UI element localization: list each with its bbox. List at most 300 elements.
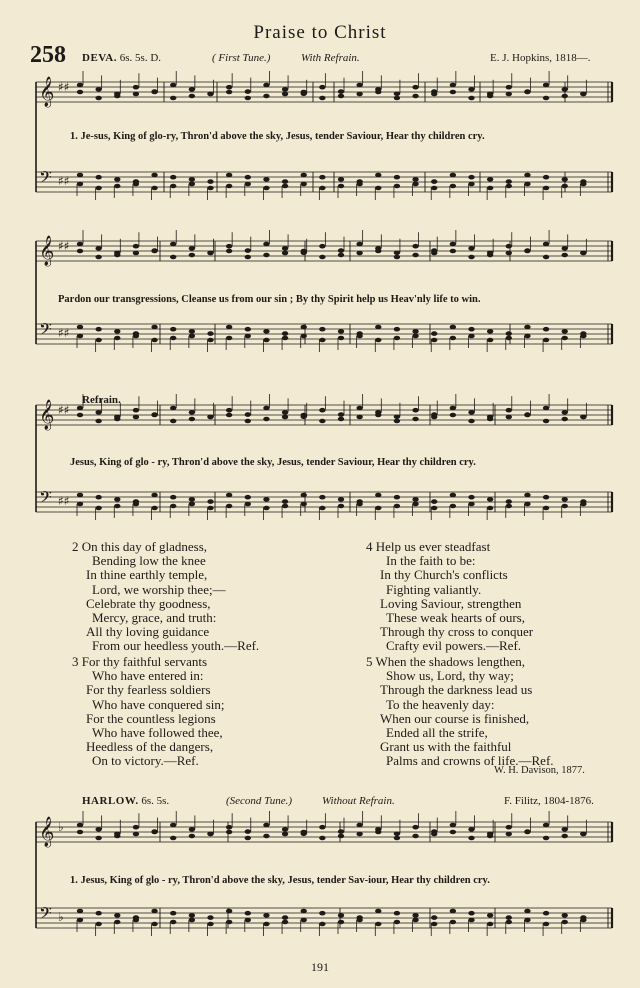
note-head	[226, 830, 232, 835]
note-head	[375, 338, 381, 343]
note-head	[562, 913, 568, 918]
note-head	[151, 249, 157, 254]
note-head	[245, 334, 251, 339]
key-signature: ♭	[58, 910, 64, 924]
note-head	[301, 325, 307, 330]
note-head	[506, 331, 512, 336]
note-head	[468, 918, 474, 923]
note-head	[207, 251, 213, 256]
note-head	[170, 836, 176, 841]
note-head	[95, 922, 101, 927]
note-head	[375, 506, 381, 511]
note-head	[301, 90, 307, 95]
note-head	[450, 184, 456, 189]
verse-line: For the countless legions	[86, 710, 216, 726]
note-head	[77, 325, 83, 330]
note-head	[95, 911, 101, 916]
note-head	[95, 506, 101, 511]
note-head	[319, 495, 325, 500]
note-head	[506, 915, 512, 920]
note-head	[189, 410, 195, 415]
note-head	[375, 325, 381, 330]
note-head	[356, 832, 362, 837]
note-head	[412, 918, 418, 923]
note-head	[301, 249, 307, 254]
note-head	[319, 327, 325, 332]
note-head	[245, 502, 251, 507]
note-head	[95, 410, 101, 415]
note-head	[282, 832, 288, 837]
note-head	[245, 327, 251, 332]
note-head	[506, 244, 512, 249]
note-head	[207, 915, 213, 920]
note-head	[338, 497, 344, 502]
note-head	[412, 182, 418, 187]
note-head	[468, 495, 474, 500]
note-head	[301, 830, 307, 835]
note-head	[580, 182, 586, 187]
note-head	[580, 415, 586, 420]
note-head	[450, 413, 456, 418]
note-head	[431, 915, 437, 920]
note-head	[133, 334, 139, 339]
note-head	[562, 827, 568, 832]
note-head	[170, 175, 176, 180]
note-head	[524, 413, 530, 418]
note-head	[282, 92, 288, 97]
note-head	[189, 182, 195, 187]
note-head	[189, 497, 195, 502]
note-head	[468, 255, 474, 260]
verse-line: These weak hearts of ours,	[386, 610, 525, 626]
note-head	[170, 184, 176, 189]
note-head	[77, 493, 83, 498]
note-head	[282, 184, 288, 189]
note-head	[506, 504, 512, 509]
note-head	[562, 87, 568, 92]
note-head	[450, 909, 456, 914]
verse-line: Fighting valiantly.	[386, 581, 482, 597]
note-head	[226, 504, 232, 509]
note-head	[226, 90, 232, 95]
note-head	[412, 329, 418, 334]
bass-clef: 𝄢	[39, 487, 52, 511]
note-head	[77, 823, 83, 828]
note-head	[412, 825, 418, 830]
note-head	[338, 834, 344, 839]
note-head	[319, 836, 325, 841]
note-head	[394, 415, 400, 420]
note-head	[412, 913, 418, 918]
note-head	[207, 92, 213, 97]
note-head	[562, 94, 568, 99]
note-head	[431, 92, 437, 97]
note-head	[431, 186, 437, 191]
note-head	[487, 922, 493, 927]
note-head	[170, 242, 176, 247]
note-head	[487, 913, 493, 918]
note-head	[226, 408, 232, 413]
note-head	[207, 179, 213, 184]
note-head	[375, 830, 381, 835]
note-head	[226, 173, 232, 178]
note-head	[133, 415, 139, 420]
verse-line: Who have entered in:	[92, 668, 204, 684]
note-head	[338, 913, 344, 918]
treble-clef: 𝄞	[39, 236, 55, 266]
note-head	[282, 251, 288, 256]
note-head	[543, 186, 549, 191]
note-head	[245, 255, 251, 260]
note-head	[431, 506, 437, 511]
note-head	[319, 419, 325, 424]
verse-line: Lord, we worship thee;—	[92, 581, 226, 597]
note-head	[338, 94, 344, 99]
note-head	[543, 242, 549, 247]
note-head	[506, 251, 512, 256]
verse-3	[72, 655, 224, 769]
verse-line: Palms and crowns of life.—Ref.	[386, 753, 554, 769]
note-head	[207, 338, 213, 343]
note-head	[77, 90, 83, 95]
note-head	[282, 179, 288, 184]
note-head	[282, 336, 288, 341]
note-head	[431, 832, 437, 837]
note-head	[506, 832, 512, 837]
note-head	[245, 175, 251, 180]
verse-5	[366, 655, 554, 769]
note-head	[133, 918, 139, 923]
note-head	[450, 830, 456, 835]
note-head	[356, 334, 362, 339]
note-head	[282, 410, 288, 415]
note-head	[226, 249, 232, 254]
note-head	[77, 249, 83, 254]
note-head	[301, 918, 307, 923]
note-head	[412, 94, 418, 99]
note-head	[506, 415, 512, 420]
note-head	[77, 830, 83, 835]
key-signature: ♯♯	[58, 494, 70, 508]
note-head	[450, 249, 456, 254]
note-head	[301, 334, 307, 339]
note-head	[114, 94, 120, 99]
note-head	[450, 90, 456, 95]
verse-line: For thy fearless soldiers	[86, 682, 211, 698]
note-head	[151, 186, 157, 191]
verse-line: To the heavenly day:	[386, 696, 495, 712]
note-head	[319, 175, 325, 180]
note-head	[487, 338, 493, 343]
verse-line: In thine earthly temple,	[86, 567, 208, 583]
note-head	[245, 911, 251, 916]
note-head	[77, 406, 83, 411]
note-head	[450, 493, 456, 498]
note-head	[394, 92, 400, 97]
note-head	[450, 325, 456, 330]
note-head	[114, 504, 120, 509]
note-head	[263, 186, 269, 191]
note-head	[151, 338, 157, 343]
note-head	[524, 334, 530, 339]
note-head	[375, 413, 381, 418]
note-head	[77, 413, 83, 418]
note-head	[263, 83, 269, 88]
note-head	[468, 836, 474, 841]
note-head	[151, 922, 157, 927]
note-head	[170, 255, 176, 260]
note-head	[506, 85, 512, 90]
page-number: 191	[311, 960, 329, 974]
note-head	[412, 85, 418, 90]
note-head	[562, 920, 568, 925]
note-head	[562, 417, 568, 422]
note-head	[506, 336, 512, 341]
note-head	[170, 495, 176, 500]
note-head	[170, 920, 176, 925]
note-head	[133, 251, 139, 256]
note-head	[524, 493, 530, 498]
note-head	[207, 331, 213, 336]
note-head	[133, 825, 139, 830]
note-head	[543, 327, 549, 332]
note-head	[151, 493, 157, 498]
note-head	[338, 920, 344, 925]
note-head	[282, 915, 288, 920]
note-head	[543, 255, 549, 260]
note-head	[245, 836, 251, 841]
note-head	[356, 415, 362, 420]
verse-line: Through the darkness lead us	[380, 682, 533, 698]
lyrics-system-2: Pardon our transgressions, Cleanse us from our sin ; By thy Spirit help us Heav'nly life to win.	[58, 294, 481, 305]
note-head	[114, 834, 120, 839]
note-head	[170, 96, 176, 101]
note-head	[226, 184, 232, 189]
hymn-author: W. H. Davison, 1877.	[494, 765, 585, 776]
note-head	[207, 832, 213, 837]
note-head	[412, 253, 418, 258]
note-head	[543, 495, 549, 500]
note-head	[319, 506, 325, 511]
note-head	[356, 406, 362, 411]
note-head	[151, 506, 157, 511]
note-head	[245, 918, 251, 923]
note-head	[394, 504, 400, 509]
verse-line: 2 On this day of gladness,	[72, 539, 208, 554]
note-head	[282, 504, 288, 509]
note-head	[468, 911, 474, 916]
note-head	[487, 834, 493, 839]
note-head	[133, 502, 139, 507]
note-head	[114, 329, 120, 334]
key-signature: ♯♯	[58, 80, 70, 94]
note-head	[263, 177, 269, 182]
note-head	[95, 186, 101, 191]
refrain-note: With Refrain.	[301, 52, 360, 64]
note-head	[207, 499, 213, 504]
note-head	[189, 417, 195, 422]
note-head	[245, 96, 251, 101]
note-head	[394, 832, 400, 837]
note-head	[412, 334, 418, 339]
note-head	[95, 175, 101, 180]
note-head	[375, 909, 381, 914]
verse-line: In the faith to be:	[386, 553, 476, 569]
note-head	[189, 502, 195, 507]
note-head	[263, 506, 269, 511]
note-head	[394, 920, 400, 925]
note-head	[77, 173, 83, 178]
note-head	[189, 834, 195, 839]
note-head	[375, 249, 381, 254]
note-head	[151, 90, 157, 95]
note-head	[170, 419, 176, 424]
note-head	[468, 827, 474, 832]
note-head	[189, 246, 195, 251]
note-head	[431, 179, 437, 184]
note-head	[319, 85, 325, 90]
note-head	[319, 244, 325, 249]
note-head	[394, 495, 400, 500]
note-head	[245, 419, 251, 424]
note-head	[95, 827, 101, 832]
note-head	[394, 911, 400, 916]
note-head	[114, 253, 120, 258]
bass-clef: 𝄢	[39, 167, 52, 191]
note-head	[431, 415, 437, 420]
note-head	[394, 251, 400, 256]
note-head	[114, 417, 120, 422]
note-head	[543, 338, 549, 343]
note-head	[356, 502, 362, 507]
note-head	[282, 246, 288, 251]
note-head	[170, 327, 176, 332]
verse-line: Grant us with the faithful	[380, 739, 512, 755]
second-tune-name: HARLOW.	[82, 795, 139, 807]
verse-line: On to victory.—Ref.	[92, 753, 199, 769]
treble-clef: 𝄞	[39, 817, 55, 847]
key-signature: ♭	[58, 820, 64, 834]
second-composer: F. Filitz, 1804-1876.	[504, 795, 594, 807]
note-head	[412, 177, 418, 182]
note-head	[412, 417, 418, 422]
note-head	[450, 920, 456, 925]
lyrics-system-1: 1. Je-sus, King of glo-ry, Thron'd above the sky, Jesus, tender Saviour, Hear thy children cry.	[70, 131, 485, 142]
note-head	[431, 922, 437, 927]
note-head	[543, 96, 549, 101]
note-head	[170, 911, 176, 916]
verse-line: 3 For thy faithful servants	[72, 654, 208, 669]
note-head	[506, 92, 512, 97]
tune-name: DEVA.	[82, 52, 118, 64]
note-head	[263, 834, 269, 839]
note-head	[338, 184, 344, 189]
note-head	[114, 497, 120, 502]
note-head	[95, 327, 101, 332]
note-head	[450, 823, 456, 828]
note-head	[301, 493, 307, 498]
note-head	[170, 336, 176, 341]
note-head	[562, 177, 568, 182]
note-head	[562, 253, 568, 258]
verse-line: 4 Help us ever steadfast	[366, 539, 491, 554]
note-head	[524, 249, 530, 254]
note-head	[338, 829, 344, 834]
note-head	[95, 495, 101, 500]
note-head	[189, 177, 195, 182]
verse-line: Heedless of the dangers,	[86, 739, 214, 755]
note-head	[562, 504, 568, 509]
note-head	[189, 253, 195, 258]
note-head	[226, 825, 232, 830]
note-head	[562, 184, 568, 189]
note-head	[524, 173, 530, 178]
note-head	[562, 834, 568, 839]
note-head	[543, 419, 549, 424]
note-head	[151, 830, 157, 835]
note-head	[301, 173, 307, 178]
note-head	[468, 502, 474, 507]
note-head	[394, 336, 400, 341]
note-head	[151, 173, 157, 178]
lyrics-second-tune: 1. Jesus, King of glo - ry, Thron'd above the sky, Jesus, tender Sav-iour, Hear thy children cry.	[70, 875, 490, 886]
note-head	[189, 94, 195, 99]
note-head	[95, 246, 101, 251]
note-head	[487, 329, 493, 334]
note-head	[245, 412, 251, 417]
note-head	[95, 836, 101, 841]
key-signature: ♯♯	[58, 326, 70, 340]
note-head	[562, 336, 568, 341]
second-refrain-note: Without Refrain.	[322, 795, 395, 807]
note-head	[356, 918, 362, 923]
verse-line: From our heedless youth.—Ref.	[92, 638, 260, 654]
note-head	[189, 87, 195, 92]
note-head	[356, 242, 362, 247]
note-head	[77, 918, 83, 923]
treble-clef: 𝄞	[39, 400, 55, 430]
verse-line: Crafty evil powers.—Ref.	[386, 638, 522, 654]
note-head	[431, 331, 437, 336]
note-head	[319, 911, 325, 916]
lyrics-system-3: Jesus, King of glo - ry, Thron'd above the sky, Jesus, tender Saviour, Hear thy children cry.	[70, 457, 476, 468]
note-head	[226, 325, 232, 330]
note-head	[543, 823, 549, 828]
note-head	[543, 83, 549, 88]
note-head	[394, 419, 400, 424]
note-head	[226, 336, 232, 341]
note-head	[170, 504, 176, 509]
note-head	[319, 825, 325, 830]
note-head	[338, 253, 344, 258]
note-head	[263, 242, 269, 247]
note-head	[450, 83, 456, 88]
note-head	[133, 92, 139, 97]
verse-4	[366, 540, 533, 654]
note-head	[207, 506, 213, 511]
note-head	[412, 497, 418, 502]
note-head	[226, 493, 232, 498]
note-head	[133, 408, 139, 413]
note-head	[375, 173, 381, 178]
note-head	[543, 506, 549, 511]
note-head	[356, 83, 362, 88]
note-head	[170, 823, 176, 828]
note-head	[394, 836, 400, 841]
note-head	[580, 832, 586, 837]
note-head	[319, 922, 325, 927]
second-tune-note: (Second Tune.)	[226, 795, 292, 807]
